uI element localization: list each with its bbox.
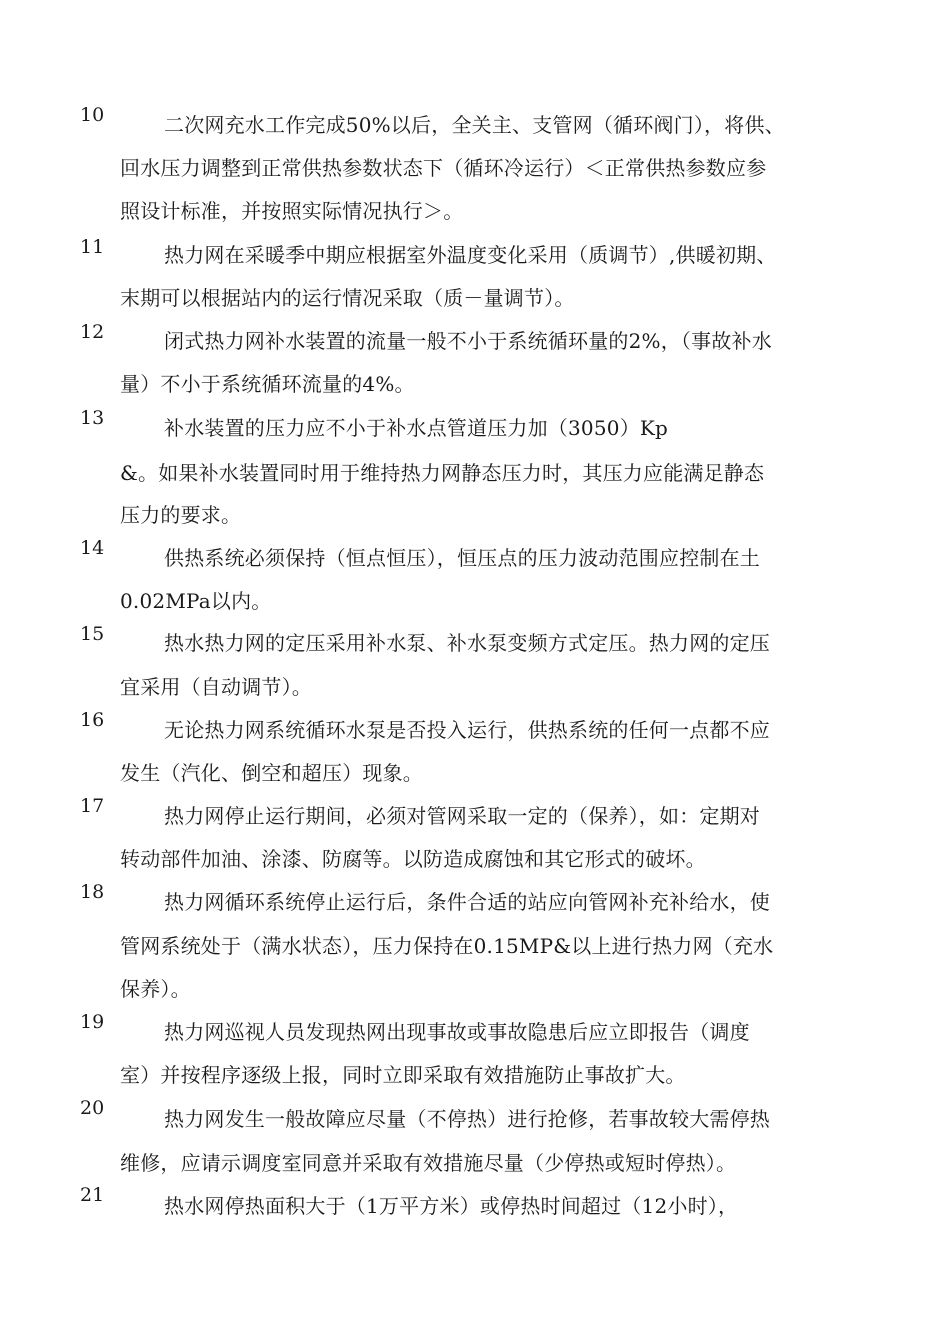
paragraph-line: 0.02MPa以内。 bbox=[120, 589, 272, 613]
paragraph-line: 宜采用（自动调节）。 bbox=[120, 675, 312, 699]
paragraph-line: 供热系统必须保持（恒点恒压），恒压点的压力波动范围应控制在土 bbox=[164, 546, 760, 570]
item-number: 15 bbox=[80, 623, 105, 645]
item-number: 12 bbox=[80, 321, 105, 343]
paragraph-line: 照设计标准，并按照实际情况执行＞。 bbox=[120, 199, 464, 223]
paragraph-line: 量）不小于系统循环流量的4%。 bbox=[120, 372, 415, 396]
item-number: 20 bbox=[80, 1097, 105, 1119]
paragraph-line: 热力网停止运行期间，必须对管网采取一定的（保养），如：定期对 bbox=[164, 804, 760, 828]
item-number: 10 bbox=[80, 104, 105, 126]
paragraph-line: 发生（汽化、倒空和超压）现象。 bbox=[120, 761, 423, 785]
paragraph-line: 压力的要求。 bbox=[120, 503, 242, 527]
item-number: 18 bbox=[80, 881, 105, 903]
item-number: 14 bbox=[80, 537, 105, 559]
paragraph-line: 维修，应请示调度室同意并采取有效措施尽量（少停热或短时停热）。 bbox=[120, 1151, 737, 1175]
item-number: 13 bbox=[80, 407, 105, 429]
item-number: 16 bbox=[80, 709, 105, 731]
paragraph-line: 保养）。 bbox=[120, 977, 191, 1001]
paragraph-line: 补水装置的压力应不小于补水点管道压力加（3050）Kp bbox=[164, 416, 669, 440]
paragraph-line: 热力网巡视人员发现热网出现事故或事故隐患后应立即报告（调度 bbox=[164, 1020, 750, 1044]
paragraph-line: 末期可以根据站内的运行情况采取（质－量调节）。 bbox=[120, 286, 575, 310]
item-number: 11 bbox=[80, 236, 105, 258]
paragraph-line: 热力网在采暖季中期应根据室外温度变化采用（质调节）,供暖初期、 bbox=[164, 243, 777, 267]
paragraph-line: 热力网发生一般故障应尽量（不停热）进行抢修，若事故较大需停热 bbox=[164, 1107, 770, 1131]
paragraph-line: 二次网充水工作完成50%以后，全关主、支管网（循环阀门），将供、 bbox=[164, 113, 785, 137]
item-number: 21 bbox=[80, 1184, 105, 1206]
paragraph-line: 热力网循环系统停止运行后，条件合适的站应向管网补充补给水，使 bbox=[164, 890, 770, 914]
item-number: 17 bbox=[80, 795, 105, 817]
paragraph-line: 转动部件加油、涂漆、防腐等。以防造成腐蚀和其它形式的破坏。 bbox=[120, 847, 706, 871]
paragraph-line: 热水网停热面积大于（1万平方米）或停热时间超过（12小时）， bbox=[164, 1194, 739, 1218]
paragraph-line: 管网系统处于（满水状态），压力保持在0.15MP&以上进行热力网（充水 bbox=[120, 934, 774, 958]
paragraph-line: 室）并按程序逐级上报，同时立即采取有效措施防止事故扩大。 bbox=[120, 1063, 686, 1087]
paragraph-line: 闭式热力网补水装置的流量一般不小于系统循环量的2%，（事故补水 bbox=[164, 329, 772, 353]
paragraph-line: 回水压力调整到正常供热参数状态下（循环冷运行）＜正常供热参数应参 bbox=[120, 156, 767, 180]
paragraph-line: 热水热力网的定压采用补水泵、补水泵变频方式定压。热力网的定压 bbox=[164, 631, 770, 655]
item-number: 19 bbox=[80, 1011, 105, 1033]
paragraph-line: &。如果补水装置同时用于维持热力网静态压力时，其压力应能满足静态 bbox=[120, 461, 765, 485]
paragraph-line: 无论热力网系统循环水泵是否投入运行，供热系统的任何一点都不应 bbox=[164, 718, 770, 742]
